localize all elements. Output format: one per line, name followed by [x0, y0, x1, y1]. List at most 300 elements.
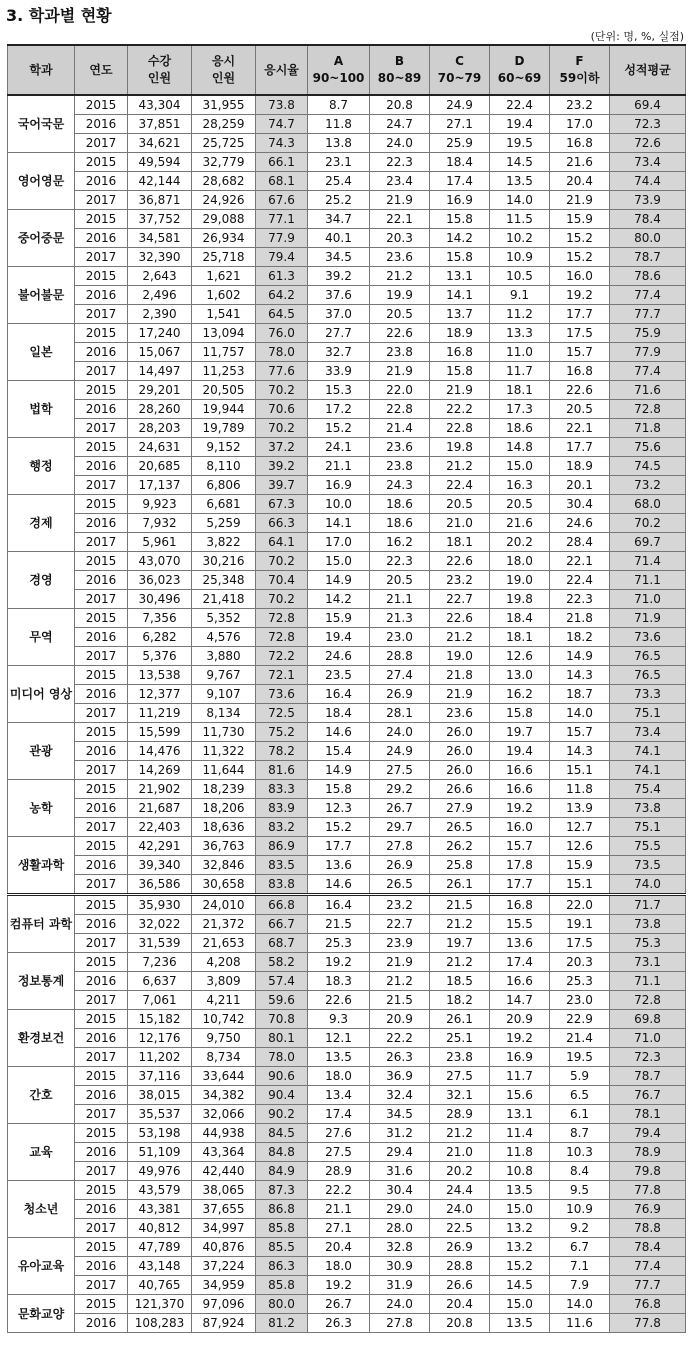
year-cell: 2017 — [75, 419, 128, 438]
grade-a-cell: 13.6 — [308, 856, 370, 875]
grade-d-cell: 13.5 — [490, 172, 550, 191]
table-row — [8, 856, 686, 875]
table-row — [8, 1105, 686, 1124]
grade-f-cell: 22.4 — [550, 571, 610, 590]
department-stats-table — [7, 44, 686, 1333]
grade-d-cell: 17.7 — [490, 875, 550, 895]
grade-f-cell: 22.6 — [550, 381, 610, 400]
year-cell: 2015 — [75, 1238, 128, 1257]
average-cell: 77.8 — [610, 1314, 686, 1333]
grade-c-cell: 20.5 — [430, 495, 490, 514]
average-cell: 72.8 — [610, 991, 686, 1010]
year-cell: 2015 — [75, 1010, 128, 1029]
table-row — [8, 1162, 686, 1181]
table-row — [8, 628, 686, 647]
dept-name-cell: 영어영문 — [8, 153, 75, 210]
year-cell: 2017 — [75, 761, 128, 780]
average-cell: 77.9 — [610, 343, 686, 362]
enrolled-cell: 38,015 — [128, 1086, 192, 1105]
grade-b-cell: 20.5 — [370, 305, 430, 324]
average-cell: 71.4 — [610, 552, 686, 571]
grade-b-cell: 20.3 — [370, 229, 430, 248]
grade-b-cell: 21.3 — [370, 609, 430, 628]
grade-d-cell: 15.0 — [490, 457, 550, 476]
dept-name-cell: 관광 — [8, 723, 75, 780]
grade-d-cell: 15.5 — [490, 915, 550, 934]
grade-d-cell: 10.9 — [490, 248, 550, 267]
average-cell: 79.8 — [610, 1162, 686, 1181]
header-examined-line2: 인원 — [211, 71, 236, 85]
grade-a-cell: 39.2 — [308, 267, 370, 286]
table-row — [8, 1200, 686, 1219]
grade-b-cell: 24.7 — [370, 115, 430, 134]
grade-d-cell: 10.5 — [490, 267, 550, 286]
grade-a-cell: 34.7 — [308, 210, 370, 229]
average-cell: 69.4 — [610, 95, 686, 115]
year-cell: 2017 — [75, 134, 128, 153]
year-cell: 2016 — [75, 571, 128, 590]
table-row — [8, 1257, 686, 1276]
grade-c-cell: 18.5 — [430, 972, 490, 991]
rate-cell: 57.4 — [256, 972, 308, 991]
grade-f-cell: 19.1 — [550, 915, 610, 934]
year-cell: 2015 — [75, 495, 128, 514]
grade-c-cell: 26.6 — [430, 1276, 490, 1295]
grade-a-cell: 24.6 — [308, 647, 370, 666]
average-cell: 77.4 — [610, 362, 686, 381]
examined-cell: 40,876 — [192, 1238, 256, 1257]
grade-b-cell: 21.2 — [370, 267, 430, 286]
grade-a-cell: 20.4 — [308, 1238, 370, 1257]
grade-c-cell: 26.6 — [430, 780, 490, 799]
grade-f-cell: 17.7 — [550, 438, 610, 457]
grade-d-cell: 11.5 — [490, 210, 550, 229]
examined-cell: 8,134 — [192, 704, 256, 723]
grade-d-cell: 19.2 — [490, 1029, 550, 1048]
dept-name-cell: 간호 — [8, 1067, 75, 1124]
table-row — [8, 1048, 686, 1067]
grade-f-cell: 16.8 — [550, 362, 610, 381]
table-row — [8, 972, 686, 991]
header-examined-line1: 응시 — [211, 54, 236, 68]
rate-cell: 72.1 — [256, 666, 308, 685]
grade-d-cell: 16.0 — [490, 818, 550, 837]
grade-a-cell: 14.2 — [308, 590, 370, 609]
year-cell: 2016 — [75, 1314, 128, 1333]
rate-cell: 78.0 — [256, 343, 308, 362]
grade-f-cell: 10.3 — [550, 1143, 610, 1162]
grade-c-cell: 21.0 — [430, 1143, 490, 1162]
grade-b-cell: 23.2 — [370, 895, 430, 915]
grade-f-cell: 17.5 — [550, 324, 610, 343]
examined-cell: 11,322 — [192, 742, 256, 761]
rate-cell: 37.2 — [256, 438, 308, 457]
average-cell: 76.5 — [610, 666, 686, 685]
grade-b-cell: 26.7 — [370, 799, 430, 818]
grade-b-cell: 26.9 — [370, 685, 430, 704]
grade-f-cell: 10.9 — [550, 1200, 610, 1219]
rate-cell: 70.2 — [256, 552, 308, 571]
table-row — [8, 438, 686, 457]
year-cell: 2016 — [75, 628, 128, 647]
grade-d-cell: 13.6 — [490, 934, 550, 953]
enrolled-cell: 43,579 — [128, 1181, 192, 1200]
rate-cell: 83.3 — [256, 780, 308, 799]
grade-d-cell: 11.7 — [490, 1067, 550, 1086]
grade-f-cell: 15.1 — [550, 875, 610, 895]
enrolled-cell: 40,812 — [128, 1219, 192, 1238]
year-cell: 2017 — [75, 1219, 128, 1238]
rate-cell: 75.2 — [256, 723, 308, 742]
grade-a-cell: 15.2 — [308, 419, 370, 438]
table-body — [8, 95, 686, 1333]
examined-cell: 21,372 — [192, 915, 256, 934]
grade-a-cell: 26.7 — [308, 1295, 370, 1314]
dept-name-cell: 생활과학 — [8, 837, 75, 895]
average-cell: 75.1 — [610, 704, 686, 723]
enrolled-cell: 7,236 — [128, 953, 192, 972]
examined-cell: 30,216 — [192, 552, 256, 571]
rate-cell: 70.2 — [256, 590, 308, 609]
grade-f-cell: 22.9 — [550, 1010, 610, 1029]
grade-a-cell: 16.4 — [308, 685, 370, 704]
enrolled-cell: 40,765 — [128, 1276, 192, 1295]
grade-a-cell: 27.7 — [308, 324, 370, 343]
enrolled-cell: 2,643 — [128, 267, 192, 286]
grade-c-cell: 18.9 — [430, 324, 490, 343]
table-row — [8, 1143, 686, 1162]
table-row — [8, 153, 686, 172]
grade-b-cell: 29.7 — [370, 818, 430, 837]
year-cell: 2016 — [75, 115, 128, 134]
enrolled-cell: 11,219 — [128, 704, 192, 723]
average-cell: 76.7 — [610, 1086, 686, 1105]
grade-d-cell: 18.4 — [490, 609, 550, 628]
dept-name-cell: 농학 — [8, 780, 75, 837]
rate-cell: 77.6 — [256, 362, 308, 381]
year-cell: 2016 — [75, 856, 128, 875]
enrolled-cell: 7,356 — [128, 609, 192, 628]
average-cell: 74.4 — [610, 172, 686, 191]
grade-c-cell: 26.0 — [430, 761, 490, 780]
grade-c-cell: 18.4 — [430, 153, 490, 172]
grade-f-cell: 7.1 — [550, 1257, 610, 1276]
year-cell: 2016 — [75, 457, 128, 476]
grade-b-cell: 24.9 — [370, 742, 430, 761]
rate-cell: 67.3 — [256, 495, 308, 514]
grade-c-cell: 26.1 — [430, 1010, 490, 1029]
table-row — [8, 134, 686, 153]
enrolled-cell: 36,871 — [128, 191, 192, 210]
grade-c-cell: 22.6 — [430, 552, 490, 571]
examined-cell: 11,644 — [192, 761, 256, 780]
table-row — [8, 267, 686, 286]
average-cell: 76.5 — [610, 647, 686, 666]
enrolled-cell: 9,923 — [128, 495, 192, 514]
grade-a-cell: 28.9 — [308, 1162, 370, 1181]
grade-f-cell: 21.4 — [550, 1029, 610, 1048]
enrolled-cell: 43,381 — [128, 1200, 192, 1219]
examined-cell: 34,959 — [192, 1276, 256, 1295]
enrolled-cell: 32,390 — [128, 248, 192, 267]
grade-c-cell: 25.1 — [430, 1029, 490, 1048]
grade-a-cell: 27.6 — [308, 1124, 370, 1143]
grade-a-cell: 27.1 — [308, 1219, 370, 1238]
dept-name-cell: 컴퓨터 과학 — [8, 895, 75, 953]
rate-cell: 70.6 — [256, 400, 308, 419]
table-row — [8, 915, 686, 934]
rate-cell: 72.8 — [256, 628, 308, 647]
rate-cell: 73.6 — [256, 685, 308, 704]
table-row — [8, 799, 686, 818]
grade-b-cell: 24.3 — [370, 476, 430, 495]
rate-cell: 72.2 — [256, 647, 308, 666]
average-cell: 72.6 — [610, 134, 686, 153]
table-row — [8, 419, 686, 438]
dept-name-cell: 경영 — [8, 552, 75, 609]
grade-a-cell: 27.5 — [308, 1143, 370, 1162]
grade-c-cell: 23.2 — [430, 571, 490, 590]
year-cell: 2017 — [75, 647, 128, 666]
rate-cell: 84.9 — [256, 1162, 308, 1181]
grade-f-cell: 18.9 — [550, 457, 610, 476]
header-grade-a-letter: A — [333, 54, 344, 68]
average-cell: 77.8 — [610, 1181, 686, 1200]
dept-name-cell: 중어중문 — [8, 210, 75, 267]
enrolled-cell: 53,198 — [128, 1124, 192, 1143]
year-cell: 2017 — [75, 818, 128, 837]
year-cell: 2015 — [75, 267, 128, 286]
grade-f-cell: 24.6 — [550, 514, 610, 533]
year-cell: 2015 — [75, 1181, 128, 1200]
average-cell: 78.1 — [610, 1105, 686, 1124]
average-cell: 70.2 — [610, 514, 686, 533]
grade-f-cell: 30.4 — [550, 495, 610, 514]
year-cell: 2017 — [75, 704, 128, 723]
grade-f-cell: 17.7 — [550, 305, 610, 324]
table-row — [8, 229, 686, 248]
examined-cell: 1,621 — [192, 267, 256, 286]
grade-c-cell: 13.1 — [430, 267, 490, 286]
grade-a-cell: 10.0 — [308, 495, 370, 514]
examined-cell: 42,440 — [192, 1162, 256, 1181]
grade-d-cell: 11.0 — [490, 343, 550, 362]
average-cell: 76.9 — [610, 1200, 686, 1219]
rate-cell: 64.2 — [256, 286, 308, 305]
header-rate: 응시율 — [256, 45, 308, 95]
grade-c-cell: 22.7 — [430, 590, 490, 609]
table-row — [8, 1219, 686, 1238]
grade-c-cell: 26.9 — [430, 1238, 490, 1257]
year-cell: 2017 — [75, 934, 128, 953]
grade-a-cell: 13.4 — [308, 1086, 370, 1105]
year-cell: 2016 — [75, 1200, 128, 1219]
examined-cell: 31,955 — [192, 95, 256, 115]
grade-c-cell: 15.8 — [430, 210, 490, 229]
enrolled-cell: 37,116 — [128, 1067, 192, 1086]
grade-c-cell: 26.5 — [430, 818, 490, 837]
enrolled-cell: 36,023 — [128, 571, 192, 590]
average-cell: 78.7 — [610, 248, 686, 267]
enrolled-cell: 5,961 — [128, 533, 192, 552]
average-cell: 73.3 — [610, 685, 686, 704]
grade-c-cell: 24.9 — [430, 95, 490, 115]
average-cell: 71.9 — [610, 609, 686, 628]
rate-cell: 86.9 — [256, 837, 308, 856]
dept-name-cell: 환경보건 — [8, 1010, 75, 1067]
examined-cell: 25,718 — [192, 248, 256, 267]
enrolled-cell: 7,932 — [128, 514, 192, 533]
table-row — [8, 1295, 686, 1314]
grade-d-cell: 18.0 — [490, 552, 550, 571]
dept-name-cell: 경제 — [8, 495, 75, 552]
average-cell: 78.8 — [610, 1219, 686, 1238]
rate-cell: 73.8 — [256, 95, 308, 115]
table-row — [8, 953, 686, 972]
table-row — [8, 495, 686, 514]
grade-d-cell: 15.6 — [490, 1086, 550, 1105]
rate-cell: 58.2 — [256, 953, 308, 972]
header-grade-c-letter: C — [455, 54, 464, 68]
grade-c-cell: 26.0 — [430, 742, 490, 761]
grade-b-cell: 23.0 — [370, 628, 430, 647]
average-cell: 76.8 — [610, 1295, 686, 1314]
grade-f-cell: 16.0 — [550, 267, 610, 286]
average-cell: 69.7 — [610, 533, 686, 552]
grade-d-cell: 17.4 — [490, 953, 550, 972]
rate-cell: 68.7 — [256, 934, 308, 953]
examined-cell: 32,066 — [192, 1105, 256, 1124]
year-cell: 2015 — [75, 953, 128, 972]
grade-a-cell: 33.9 — [308, 362, 370, 381]
header-grade-b-range: 80~89 — [377, 71, 422, 85]
rate-cell: 83.9 — [256, 799, 308, 818]
grade-d-cell: 11.8 — [490, 1143, 550, 1162]
grade-b-cell: 29.2 — [370, 780, 430, 799]
examined-cell: 18,206 — [192, 799, 256, 818]
grade-b-cell: 18.6 — [370, 514, 430, 533]
average-cell: 74.1 — [610, 761, 686, 780]
table-row — [8, 723, 686, 742]
examined-cell: 26,934 — [192, 229, 256, 248]
examined-cell: 36,763 — [192, 837, 256, 856]
enrolled-cell: 21,687 — [128, 799, 192, 818]
grade-f-cell: 11.6 — [550, 1314, 610, 1333]
enrolled-cell: 121,370 — [128, 1295, 192, 1314]
examined-cell: 4,211 — [192, 991, 256, 1010]
header-grade-a — [308, 45, 370, 95]
enrolled-cell: 32,022 — [128, 915, 192, 934]
year-cell: 2017 — [75, 191, 128, 210]
rate-cell: 84.8 — [256, 1143, 308, 1162]
table-row — [8, 172, 686, 191]
grade-f-cell: 23.2 — [550, 95, 610, 115]
rate-cell: 86.3 — [256, 1257, 308, 1276]
grade-b-cell: 22.2 — [370, 1029, 430, 1048]
average-cell: 75.5 — [610, 837, 686, 856]
rate-cell: 61.3 — [256, 267, 308, 286]
year-cell: 2016 — [75, 286, 128, 305]
grade-d-cell: 19.4 — [490, 115, 550, 134]
grade-f-cell: 21.6 — [550, 153, 610, 172]
grade-d-cell: 16.6 — [490, 780, 550, 799]
dept-name-cell: 무역 — [8, 609, 75, 666]
grade-f-cell: 21.9 — [550, 191, 610, 210]
table-row — [8, 552, 686, 571]
grade-f-cell: 5.9 — [550, 1067, 610, 1086]
enrolled-cell: 17,137 — [128, 476, 192, 495]
grade-b-cell: 23.8 — [370, 457, 430, 476]
grade-b-cell: 21.9 — [370, 362, 430, 381]
grade-d-cell: 20.5 — [490, 495, 550, 514]
grade-a-cell: 34.5 — [308, 248, 370, 267]
grade-b-cell: 28.0 — [370, 1219, 430, 1238]
grade-b-cell: 20.5 — [370, 571, 430, 590]
examined-cell: 32,779 — [192, 153, 256, 172]
grade-f-cell: 17.0 — [550, 115, 610, 134]
grade-c-cell: 23.8 — [430, 1048, 490, 1067]
rate-cell: 59.6 — [256, 991, 308, 1010]
dept-name-cell: 청소년 — [8, 1181, 75, 1238]
table-row — [8, 115, 686, 134]
grade-f-cell: 15.2 — [550, 248, 610, 267]
grade-b-cell: 21.2 — [370, 972, 430, 991]
grade-f-cell: 20.5 — [550, 400, 610, 419]
grade-a-cell: 37.0 — [308, 305, 370, 324]
header-grade-f — [550, 45, 610, 95]
rate-cell: 72.5 — [256, 704, 308, 723]
table-row — [8, 685, 686, 704]
rate-cell: 83.2 — [256, 818, 308, 837]
rate-cell: 66.1 — [256, 153, 308, 172]
grade-c-cell: 21.8 — [430, 666, 490, 685]
grade-d-cell: 16.3 — [490, 476, 550, 495]
grade-f-cell: 8.7 — [550, 1124, 610, 1143]
enrolled-cell: 21,902 — [128, 780, 192, 799]
table-row — [8, 761, 686, 780]
grade-f-cell: 14.3 — [550, 742, 610, 761]
year-cell: 2015 — [75, 210, 128, 229]
grade-b-cell: 24.0 — [370, 1295, 430, 1314]
header-grade-c-range: 70~79 — [437, 71, 482, 85]
table-row — [8, 343, 686, 362]
grade-f-cell: 14.0 — [550, 1295, 610, 1314]
examined-cell: 19,944 — [192, 400, 256, 419]
table-row — [8, 95, 686, 115]
grade-d-cell: 18.1 — [490, 628, 550, 647]
enrolled-cell: 36,586 — [128, 875, 192, 895]
header-grade-a-range: 90~100 — [312, 71, 365, 85]
grade-c-cell: 27.5 — [430, 1067, 490, 1086]
grade-b-cell: 22.7 — [370, 915, 430, 934]
examined-cell: 11,730 — [192, 723, 256, 742]
grade-c-cell: 22.6 — [430, 609, 490, 628]
grade-b-cell: 20.9 — [370, 1010, 430, 1029]
year-cell: 2017 — [75, 991, 128, 1010]
average-cell: 71.0 — [610, 1029, 686, 1048]
grade-c-cell: 16.8 — [430, 343, 490, 362]
enrolled-cell: 31,539 — [128, 934, 192, 953]
header-grade-d-range: 60~69 — [497, 71, 542, 85]
examined-cell: 28,682 — [192, 172, 256, 191]
grade-f-cell: 11.8 — [550, 780, 610, 799]
grade-a-cell: 12.3 — [308, 799, 370, 818]
average-cell: 75.1 — [610, 818, 686, 837]
rate-cell: 72.8 — [256, 609, 308, 628]
grade-d-cell: 15.0 — [490, 1295, 550, 1314]
table-row — [8, 1086, 686, 1105]
grade-c-cell: 23.6 — [430, 704, 490, 723]
